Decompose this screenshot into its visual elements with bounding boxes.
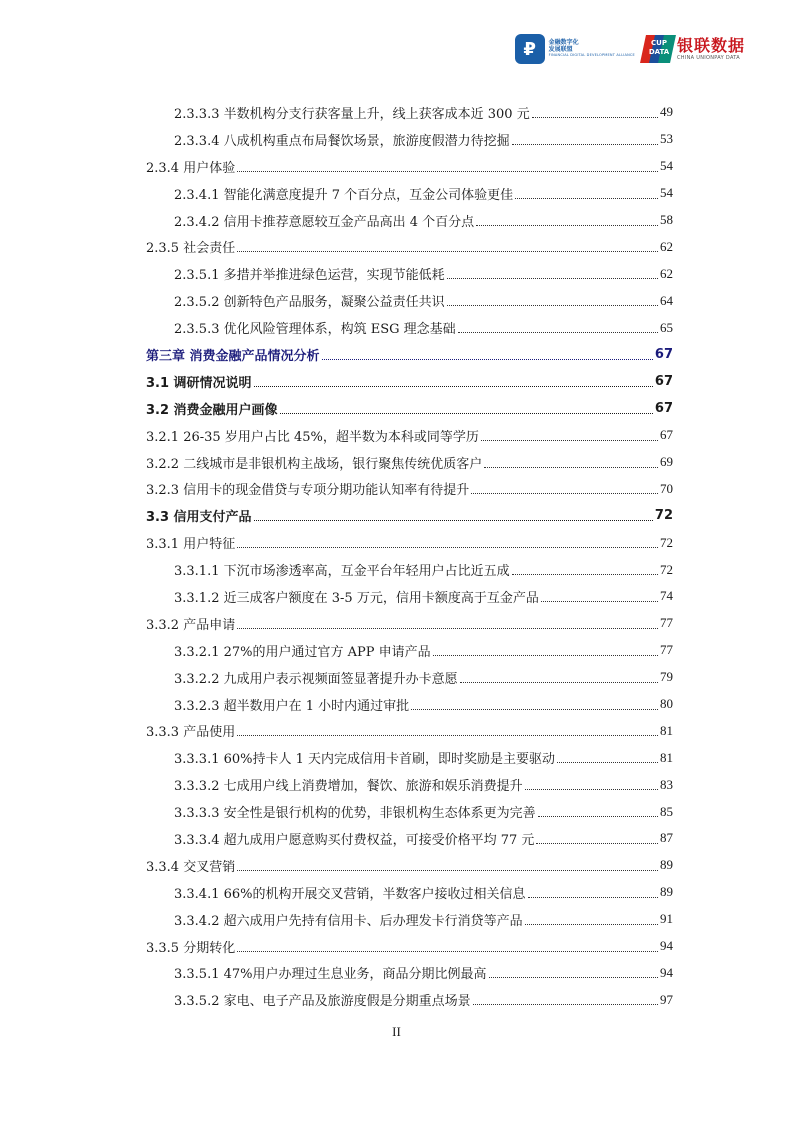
- toc-leader-dots: [411, 709, 658, 710]
- toc-leader-dots: [489, 977, 658, 978]
- toc-entry-title: 2.3.5.3 优化风险管理体系，构筑 ESG 理念基础: [174, 322, 456, 338]
- toc-entry-page: 72: [654, 508, 673, 524]
- toc-entry[interactable]: [146, 475, 673, 502]
- toc-leader-dots: [536, 843, 658, 844]
- toc-entry-title: 3.3.3.4 超九成用户愿意购买付费权益，可接受价格平均 77 元: [174, 832, 535, 848]
- toc-leader-dots: [473, 1004, 658, 1005]
- toc-entry-title: 3.3.3.1 60%持卡人 1 天内完成信用卡首刷，即时奖励是主要驱动: [174, 752, 556, 768]
- toc-leader-dots: [512, 574, 658, 575]
- toc-entry-page: 79: [660, 669, 673, 685]
- toc-entry-title: 第三章 消费金融产品情况分析: [146, 348, 320, 364]
- toc-entry-page: 67: [654, 400, 673, 416]
- toc-entry-title: 3.2.3 信用卡的现金借贷与专项分期功能认知率有待提升: [146, 483, 470, 499]
- toc-leader-dots: [433, 655, 658, 656]
- cup-data-sub: CHINA UNIONPAY DATA: [676, 55, 740, 61]
- toc-entry-page: 83: [660, 776, 673, 792]
- toc-entry-page: 72: [660, 534, 673, 550]
- cup-mark-line2: DATA: [648, 48, 670, 56]
- toc-leader-dots: [557, 762, 658, 763]
- toc-entry[interactable]: [146, 933, 673, 960]
- toc-entry[interactable]: [146, 556, 673, 583]
- toc-leader-dots: [541, 601, 658, 602]
- toc-entry-page: 77: [660, 642, 673, 658]
- toc-entry-page: 89: [660, 857, 673, 873]
- toc-leader-dots: [481, 440, 658, 441]
- toc-leader-dots: [515, 198, 658, 199]
- toc-entry-page: 62: [660, 265, 673, 281]
- toc-entry-title: 3.3.4.1 66%的机构开展交叉营销，半数客户接收过相关信息: [174, 886, 526, 902]
- toc-entry[interactable]: [146, 879, 673, 906]
- toc-entry-page: 69: [660, 454, 673, 470]
- toc-entry-title: 2.3.4 用户体验: [146, 160, 236, 176]
- page-number: II: [392, 1024, 401, 1039]
- toc-leader-dots: [484, 467, 658, 468]
- toc-entry-page: 65: [660, 319, 673, 335]
- toc-entry[interactable]: [146, 798, 673, 825]
- toc-entry-page: 62: [660, 238, 673, 254]
- toc-entry-page: 67: [654, 373, 673, 389]
- toc-entry-page: 54: [660, 158, 673, 174]
- toc-entry-page: 80: [660, 696, 673, 712]
- toc-entry[interactable]: [146, 744, 673, 771]
- cup-mark-line1: CUP: [651, 39, 667, 47]
- toc-entry[interactable]: [146, 126, 673, 153]
- toc-leader-dots: [447, 278, 658, 279]
- toc-entry[interactable]: [146, 422, 673, 449]
- toc-leader-dots: [237, 547, 658, 548]
- cup-data-name: 银联数据: [676, 36, 745, 55]
- toc-entry[interactable]: [146, 664, 673, 691]
- toc-entry-title: 3.3.3.3 安全性是银行机构的优势，非银机构生态体系更为完善: [174, 806, 536, 822]
- toc-entry[interactable]: [146, 180, 673, 207]
- toc-entry[interactable]: [146, 99, 673, 126]
- toc-leader-dots: [237, 951, 658, 952]
- toc-leader-dots: [237, 251, 658, 252]
- toc-entry-title: 2.3.4.2 信用卡推荐意愿较互金产品高出 4 个百分点: [174, 214, 475, 230]
- toc-leader-dots: [512, 144, 658, 145]
- toc-leader-dots: [237, 628, 658, 629]
- toc-leader-dots: [237, 171, 658, 172]
- toc-entry[interactable]: [146, 314, 673, 341]
- toc-leader-dots: [254, 520, 653, 521]
- cup-data-logo-icon: [643, 35, 673, 63]
- toc-entry[interactable]: [146, 583, 673, 610]
- toc-leader-dots: [471, 493, 658, 494]
- toc-entry-page: 87: [660, 830, 673, 846]
- toc-entry-title: 3.2.2 二线城市是非银机构主战场，银行聚焦传统优质客户: [146, 456, 483, 472]
- toc-entry-title: 3.3.4 交叉营销: [146, 859, 236, 875]
- toc-entry-title: 3.3.4.2 超六成用户先持有信用卡、后办理发卡行消贷等产品: [174, 913, 523, 929]
- toc-entry-title: 3.3.2.1 27%的用户通过官方 APP 申请产品: [174, 644, 431, 660]
- toc-entry-page: 97: [660, 991, 673, 1007]
- toc-entry-page: 85: [660, 803, 673, 819]
- toc-entry[interactable]: [146, 395, 673, 422]
- toc-entry[interactable]: [146, 260, 673, 287]
- toc-entry-title: 3.3.2 产品申请: [146, 617, 236, 633]
- toc-entry[interactable]: [146, 960, 673, 987]
- alliance-logo-line1: 金融数字化: [548, 39, 579, 47]
- toc-entry-title: 3.3.2.3 超半数用户在 1 小时内通过审批: [174, 698, 410, 714]
- toc-leader-dots: [476, 225, 658, 226]
- table-of-contents: [146, 99, 673, 1013]
- toc-entry-title: 3.1 调研情况说明: [146, 375, 252, 391]
- toc-entry[interactable]: [146, 771, 673, 798]
- toc-entry-title: 2.3.3.3 半数机构分支行获客量上升，线上获客成本近 300 元: [174, 106, 530, 122]
- toc-entry-page: 74: [660, 588, 673, 604]
- toc-entry[interactable]: [146, 825, 673, 852]
- toc-entry-page: 70: [660, 480, 673, 496]
- toc-entry-title: 2.3.5 社会责任: [146, 241, 236, 257]
- toc-entry[interactable]: [146, 449, 673, 476]
- toc-entry-page: 81: [660, 749, 673, 765]
- toc-entry-title: 3.3.2.2 九成用户表示视频面签显著提升办卡意愿: [174, 671, 458, 687]
- toc-leader-dots: [447, 305, 658, 306]
- toc-leader-dots: [280, 413, 653, 414]
- toc-leader-dots: [528, 897, 658, 898]
- toc-entry-page: 89: [660, 884, 673, 900]
- toc-entry-title: 3.3.1 用户特征: [146, 537, 236, 553]
- toc-entry-title: 3.3.3 产品使用: [146, 725, 236, 741]
- toc-entry-page: 91: [660, 911, 673, 927]
- toc-leader-dots: [532, 117, 658, 118]
- toc-entry-page: 67: [654, 346, 673, 362]
- alliance-logo-icon: ₽: [515, 34, 545, 64]
- toc-entry-page: 77: [660, 615, 673, 631]
- toc-entry-title: 3.3.3.2 七成用户线上消费增加，餐饮、旅游和娱乐消费提升: [174, 779, 523, 795]
- toc-entry-page: 72: [660, 561, 673, 577]
- toc-leader-dots: [538, 816, 658, 817]
- toc-entry-page: 54: [660, 185, 673, 201]
- toc-entry-title: 3.2.1 26-35 岁用户占比 45%，超半数为本科或同等学历: [146, 429, 479, 445]
- alliance-logo-line3: FINANCIAL DIGITAL DEVELOPMENT ALLIANCE: [548, 52, 635, 57]
- toc-entry-page: 94: [660, 938, 673, 954]
- toc-entry[interactable]: [146, 341, 673, 368]
- toc-entry-title: 3.2 消费金融用户画像: [146, 402, 278, 418]
- toc-entry[interactable]: [146, 153, 673, 180]
- toc-entry-title: 3.3.1.2 近三成客户额度在 3-5 万元，信用卡额度高于互金产品: [174, 590, 539, 606]
- toc-entry[interactable]: [146, 233, 673, 260]
- toc-entry-page: 58: [660, 212, 673, 227]
- toc-entry[interactable]: [146, 986, 673, 1013]
- toc-entry-page: 81: [660, 722, 673, 738]
- header-logos: [515, 34, 745, 64]
- toc-entry[interactable]: [146, 207, 673, 234]
- toc-entry[interactable]: [146, 610, 673, 637]
- toc-entry-title: 2.3.5.2 创新特色产品服务，凝聚公益责任共识: [174, 295, 445, 311]
- alliance-logo: [515, 34, 635, 64]
- toc-entry-page: 94: [660, 964, 673, 980]
- toc-entry[interactable]: [146, 906, 673, 933]
- toc-entry-page: 64: [660, 292, 673, 308]
- toc-leader-dots: [525, 924, 658, 925]
- toc-entry[interactable]: [146, 529, 673, 556]
- toc-entry-title: 3.3.5.2 家电、电子产品及旅游度假是分期重点场景: [174, 994, 471, 1010]
- toc-entry-title: 3.3 信用支付产品: [146, 510, 252, 526]
- toc-entry-title: 3.3.1.1 下沉市场渗透率高，互金平台年轻用户占比近五成: [174, 564, 510, 580]
- toc-leader-dots: [460, 682, 658, 683]
- toc-entry-title: 2.3.3.4 八成机构重点布局餐饮场景，旅游度假潜力待挖掘: [174, 133, 510, 149]
- toc-entry[interactable]: [146, 852, 673, 879]
- toc-entry-title: 3.3.5 分期转化: [146, 940, 236, 956]
- toc-entry[interactable]: [146, 502, 673, 529]
- cup-data-logo: [643, 35, 745, 63]
- alliance-logo-line2: 发展联盟: [548, 46, 573, 54]
- toc-entry-page: 67: [660, 427, 673, 443]
- toc-leader-dots: [254, 386, 653, 387]
- toc-entry-title: 2.3.4.1 智能化满意度提升 7 个百分点，互金公司体验更佳: [174, 187, 514, 203]
- toc-leader-dots: [237, 870, 658, 871]
- toc-leader-dots: [525, 789, 658, 790]
- toc-leader-dots: [458, 332, 658, 333]
- toc-entry-title: 2.3.5.1 多措并举推进绿色运营，实现节能低耗: [174, 268, 445, 284]
- toc-leader-dots: [322, 359, 653, 360]
- toc-entry[interactable]: [146, 717, 673, 744]
- toc-entry[interactable]: [146, 368, 673, 395]
- toc-entry[interactable]: [146, 637, 673, 664]
- toc-entry[interactable]: [146, 691, 673, 718]
- toc-entry[interactable]: [146, 287, 673, 314]
- toc-entry-title: 3.3.5.1 47%用户办理过生息业务，商品分期比例最高: [174, 967, 487, 983]
- toc-leader-dots: [237, 735, 658, 736]
- toc-entry-page: 53: [660, 131, 673, 147]
- toc-entry-page: 49: [660, 104, 673, 120]
